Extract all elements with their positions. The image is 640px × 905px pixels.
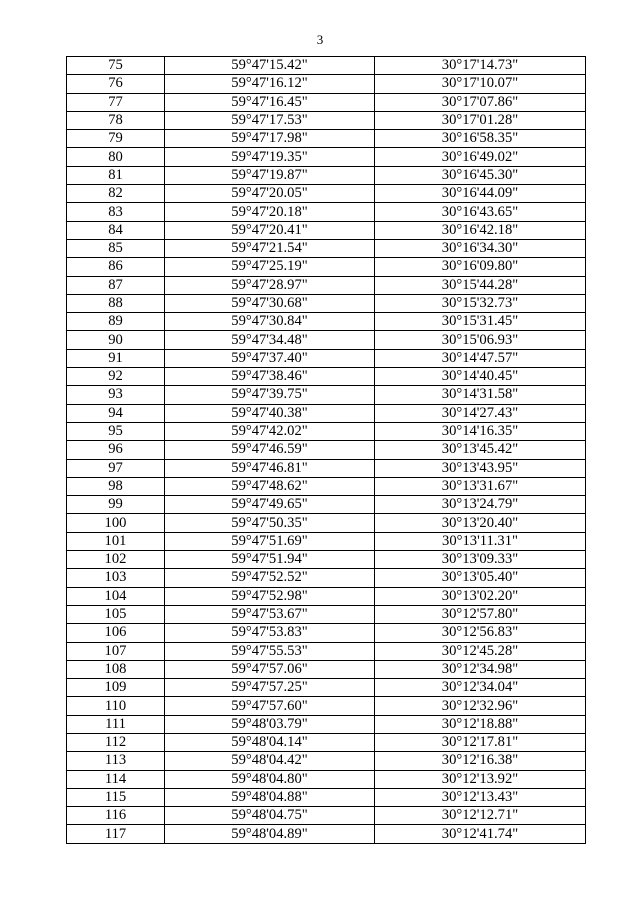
point-number-cell: 86 [67,258,165,276]
longitude-cell: 30°13'31.67" [375,477,586,495]
latitude-cell: 59°47'20.05" [165,185,375,203]
point-number-cell: 103 [67,569,165,587]
table-row [67,57,586,75]
table-row [67,733,586,751]
table-row [67,148,586,166]
point-number-cell: 109 [67,679,165,697]
table-row [67,313,586,331]
point-number-cell: 111 [67,715,165,733]
point-number-cell: 95 [67,422,165,440]
longitude-cell: 30°17'10.07" [375,75,586,93]
point-number-cell: 85 [67,239,165,257]
latitude-cell: 59°47'52.52" [165,569,375,587]
longitude-cell: 30°16'45.30" [375,166,586,184]
latitude-cell: 59°48'04.42" [165,752,375,770]
table-row [67,221,586,239]
point-number-cell: 75 [67,57,165,75]
table-row [67,276,586,294]
point-number-cell: 91 [67,349,165,367]
point-number-cell: 112 [67,733,165,751]
latitude-cell: 59°47'46.59" [165,441,375,459]
latitude-cell: 59°47'40.38" [165,404,375,422]
table-row [67,825,586,843]
latitude-cell: 59°48'04.75" [165,807,375,825]
table-row [67,660,586,678]
table-row [67,587,586,605]
longitude-cell: 30°16'49.02" [375,148,586,166]
table-row [67,679,586,697]
point-number-cell: 83 [67,203,165,221]
latitude-cell: 59°47'30.68" [165,294,375,312]
point-number-cell: 101 [67,532,165,550]
point-number-cell: 82 [67,185,165,203]
longitude-cell: 30°12'41.74" [375,825,586,843]
longitude-cell: 30°13'11.31" [375,532,586,550]
longitude-cell: 30°12'17.81" [375,733,586,751]
latitude-cell: 59°47'34.48" [165,331,375,349]
latitude-cell: 59°47'16.12" [165,75,375,93]
table-row [67,441,586,459]
latitude-cell: 59°47'55.53" [165,642,375,660]
longitude-cell: 30°13'43.95" [375,459,586,477]
table-row [67,130,586,148]
table-row [67,807,586,825]
point-number-cell: 76 [67,75,165,93]
longitude-cell: 30°12'13.43" [375,788,586,806]
table-row [67,422,586,440]
longitude-cell: 30°12'32.96" [375,697,586,715]
latitude-cell: 59°48'04.80" [165,770,375,788]
point-number-cell: 84 [67,221,165,239]
latitude-cell: 59°47'50.35" [165,514,375,532]
table-row [67,349,586,367]
longitude-cell: 30°12'34.98" [375,660,586,678]
latitude-cell: 59°47'46.81" [165,459,375,477]
page-number: 3 [316,32,324,47]
point-number-cell: 89 [67,313,165,331]
longitude-cell: 30°12'18.88" [375,715,586,733]
point-number-cell: 88 [67,294,165,312]
point-number-cell: 81 [67,166,165,184]
table-row [67,569,586,587]
latitude-cell: 59°47'52.98" [165,587,375,605]
table-row [67,532,586,550]
longitude-cell: 30°13'20.40" [375,514,586,532]
latitude-cell: 59°47'39.75" [165,386,375,404]
longitude-cell: 30°13'05.40" [375,569,586,587]
latitude-cell: 59°47'20.18" [165,203,375,221]
longitude-cell: 30°15'44.28" [375,276,586,294]
latitude-cell: 59°47'19.35" [165,148,375,166]
latitude-cell: 59°47'16.45" [165,93,375,111]
point-number-cell: 116 [67,807,165,825]
table-row [67,551,586,569]
point-number-cell: 87 [67,276,165,294]
table-row [67,788,586,806]
latitude-cell: 59°47'57.25" [165,679,375,697]
point-number-cell: 96 [67,441,165,459]
latitude-cell: 59°47'15.42" [165,57,375,75]
latitude-cell: 59°47'25.19" [165,258,375,276]
table-row [67,258,586,276]
latitude-cell: 59°47'20.41" [165,221,375,239]
longitude-cell: 30°17'14.73" [375,57,586,75]
table-row [67,697,586,715]
point-number-cell: 104 [67,587,165,605]
latitude-cell: 59°47'48.62" [165,477,375,495]
table-row [67,770,586,788]
table-row [67,203,586,221]
latitude-cell: 59°47'53.67" [165,605,375,623]
longitude-cell: 30°16'58.35" [375,130,586,148]
point-number-cell: 92 [67,368,165,386]
latitude-cell: 59°47'21.54" [165,239,375,257]
table-row [67,514,586,532]
table-row [67,496,586,514]
latitude-cell: 59°47'38.46" [165,368,375,386]
longitude-cell: 30°12'34.04" [375,679,586,697]
point-number-cell: 108 [67,660,165,678]
longitude-cell: 30°13'09.33" [375,551,586,569]
point-number-cell: 117 [67,825,165,843]
table-row [67,185,586,203]
latitude-cell: 59°47'30.84" [165,313,375,331]
table-row [67,642,586,660]
longitude-cell: 30°16'09.80" [375,258,586,276]
point-number-cell: 106 [67,624,165,642]
latitude-cell: 59°47'57.60" [165,697,375,715]
longitude-cell: 30°15'32.73" [375,294,586,312]
latitude-cell: 59°47'37.40" [165,349,375,367]
longitude-cell: 30°12'12.71" [375,807,586,825]
table-row [67,111,586,129]
longitude-cell: 30°14'47.57" [375,349,586,367]
table-row [67,752,586,770]
longitude-cell: 30°13'24.79" [375,496,586,514]
table-row [67,75,586,93]
longitude-cell: 30°12'45.28" [375,642,586,660]
table-row [67,477,586,495]
table-row [67,624,586,642]
latitude-cell: 59°48'03.79" [165,715,375,733]
table-row [67,715,586,733]
point-number-cell: 105 [67,605,165,623]
table-row [67,368,586,386]
table-row [67,166,586,184]
latitude-cell: 59°48'04.88" [165,788,375,806]
table-row [67,404,586,422]
point-number-cell: 80 [67,148,165,166]
longitude-cell: 30°14'40.45" [375,368,586,386]
longitude-cell: 30°12'56.83" [375,624,586,642]
latitude-cell: 59°47'28.97" [165,276,375,294]
coordinates-table-body [67,57,586,844]
longitude-cell: 30°17'01.28" [375,111,586,129]
longitude-cell: 30°16'44.09" [375,185,586,203]
point-number-cell: 102 [67,551,165,569]
latitude-cell: 59°47'51.69" [165,532,375,550]
longitude-cell: 30°13'45.42" [375,441,586,459]
table-row [67,605,586,623]
latitude-cell: 59°47'17.53" [165,111,375,129]
longitude-cell: 30°16'43.65" [375,203,586,221]
longitude-cell: 30°15'31.45" [375,313,586,331]
latitude-cell: 59°48'04.14" [165,733,375,751]
point-number-cell: 97 [67,459,165,477]
point-number-cell: 115 [67,788,165,806]
point-number-cell: 77 [67,93,165,111]
longitude-cell: 30°16'42.18" [375,221,586,239]
point-number-cell: 114 [67,770,165,788]
point-number-cell: 113 [67,752,165,770]
coordinates-table [66,56,586,844]
table-row [67,93,586,111]
longitude-cell: 30°13'02.20" [375,587,586,605]
point-number-cell: 78 [67,111,165,129]
longitude-cell: 30°14'27.43" [375,404,586,422]
latitude-cell: 59°47'51.94" [165,551,375,569]
longitude-cell: 30°12'16.38" [375,752,586,770]
latitude-cell: 59°47'19.87" [165,166,375,184]
latitude-cell: 59°47'57.06" [165,660,375,678]
longitude-cell: 30°12'57.80" [375,605,586,623]
table-row [67,294,586,312]
longitude-cell: 30°12'13.92" [375,770,586,788]
latitude-cell: 59°47'17.98" [165,130,375,148]
point-number-cell: 98 [67,477,165,495]
longitude-cell: 30°14'16.35" [375,422,586,440]
point-number-cell: 94 [67,404,165,422]
longitude-cell: 30°17'07.86" [375,93,586,111]
point-number-cell: 110 [67,697,165,715]
longitude-cell: 30°14'31.58" [375,386,586,404]
table-row [67,331,586,349]
table-row [67,459,586,477]
point-number-cell: 99 [67,496,165,514]
latitude-cell: 59°47'49.65" [165,496,375,514]
point-number-cell: 79 [67,130,165,148]
table-row [67,386,586,404]
longitude-cell: 30°16'34.30" [375,239,586,257]
point-number-cell: 107 [67,642,165,660]
latitude-cell: 59°48'04.89" [165,825,375,843]
point-number-cell: 100 [67,514,165,532]
point-number-cell: 93 [67,386,165,404]
latitude-cell: 59°47'53.83" [165,624,375,642]
latitude-cell: 59°47'42.02" [165,422,375,440]
point-number-cell: 90 [67,331,165,349]
longitude-cell: 30°15'06.93" [375,331,586,349]
table-row [67,239,586,257]
